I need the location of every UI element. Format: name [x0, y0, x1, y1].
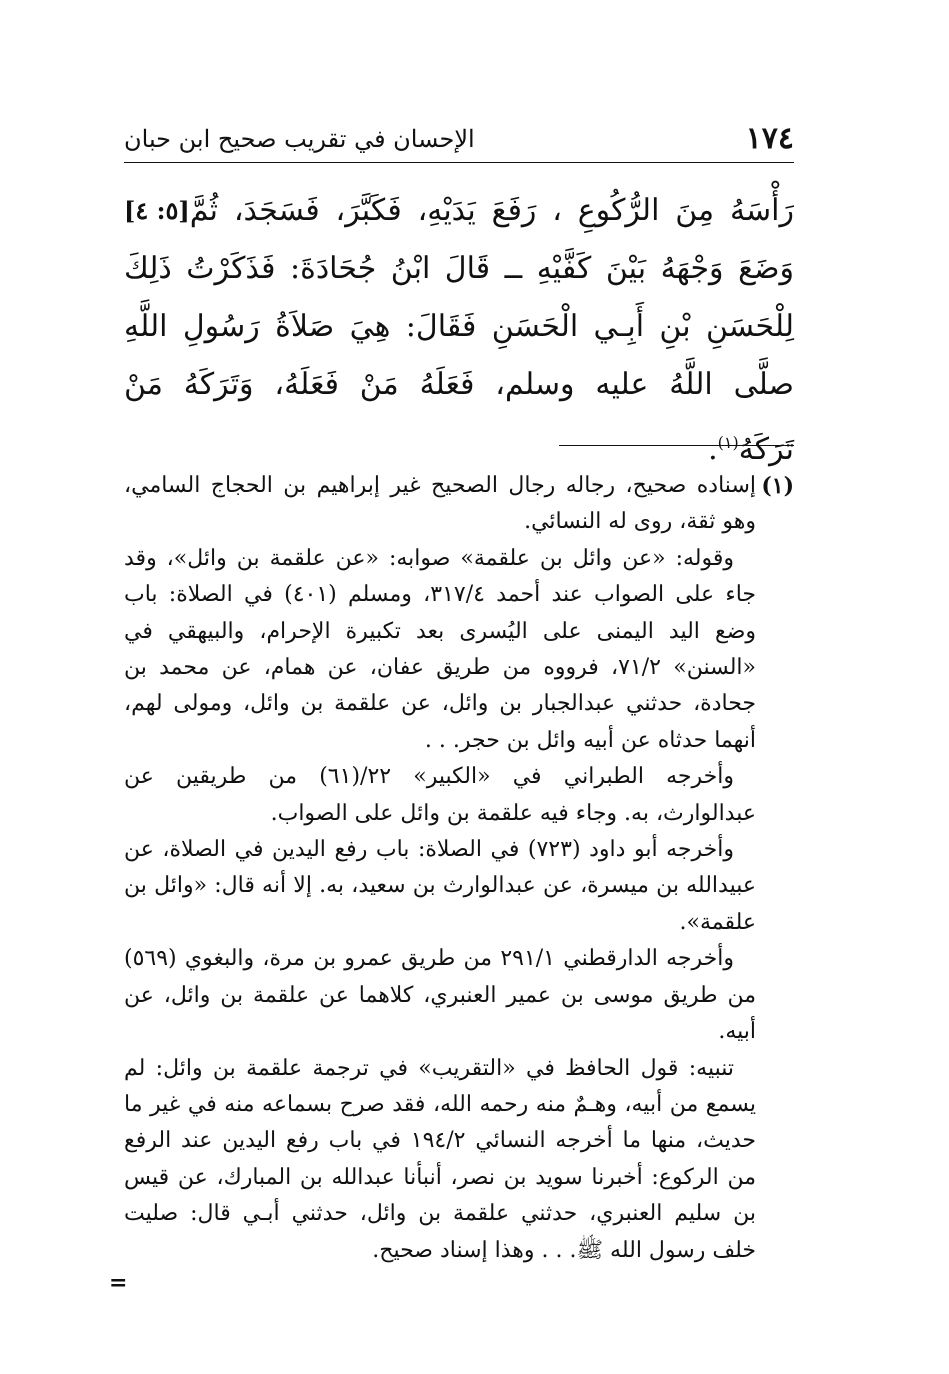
footnote-paragraph: وأخرجه أبو داود (٧٢٣) في الصلاة: باب رفع اليدين في الصلاة، عن عبيدالله بن ميسرة، عن عبدالوارث بن سعيد، به. إلا أنه قال: «وائل بن علقمة». [124, 837, 756, 935]
footnote-paragraph: وأخرجه الدارقطني ٢٩١/١ من طريق عمرو بن مرة، والبغوي (٥٦٩) من طريق موسى بن عمير العنبري، كلاهما عن علقمة بن وائل، عن أبيه. [124, 946, 756, 1045]
running-header [124, 118, 794, 158]
header-rule [124, 162, 794, 163]
page-number: ١٧٤ [745, 121, 794, 156]
running-title: الإحسان في تقريب صحيح ابن حبان [124, 125, 475, 153]
hadith-text [124, 182, 794, 479]
footnotes [124, 468, 794, 1269]
footnote-marker: (١) [717, 433, 739, 452]
footnote-paragraph [124, 468, 794, 541]
footnote-paragraph: وقوله: «عن وائل بن علقمة» صوابه: «عن علقمة بن وائل»، وقد جاء على الصواب عند أحمد ٣١٧/٤، ومسلم (٤٠١) في الصلاة: باب وضع اليد اليمنى على اليُسرى بعد تكبيرة الإحرام، والبيهقي في «السنن» ٧١/٢، فرووه من طريق عفان، عن همام، عن محمد بن جحادة، حدثني عبدالجبار بن وائل، عن علقمة بن وائل، ومولى لهم، أنهما حدثاه عن أبيه وائل بن حجر. . . [124, 545, 756, 753]
footnote-paragraph: وأخرجه الطبراني في «الكبير» ٢٢/(٦١) من طريقين عن عبدالوارث، به. وجاء فيه علقمة بن وائل على الصواب. [124, 764, 756, 826]
footnote-text: إسناده صحيح، رجاله رجال الصحيح غير إبراهيم بن الحجاج السامي، وهو ثقة، روى له النسائي. [124, 473, 756, 535]
footnote-rule [559, 445, 794, 446]
footnote-number: (١) [761, 473, 794, 499]
footnote-paragraph: تنبيه: قول الحافظ في «التقريب» في ترجمة علقمة بن وائل: لم يسمع من أبيه، وهـمٌ منه رحمه الله، فقد صرح بسماعه منه في غير ما حديث، منها ما أخرجه النسائي ١٩٤/٢ في باب رفع اليدين عند الرفع من الركوع: أخبرنا سويد بن نصر، أنبأنا عبدالله بن المبارك، عن قيس بن سليم العنبري، حدثني علقمة بن وائل، حدثني أبـي قال: صليت خلف رسول الله ﷺ. . . وهذا إسناد صحيح. [124, 1055, 756, 1263]
hadith-reference: [٥: ٤] [124, 196, 190, 225]
hadith-end-punct: . [708, 432, 718, 467]
hadith-body: رَأْسَهُ مِنَ الرُّكُوعِ ، رَفَعَ يَدَيْهِ، فَكَبَّرَ، فَسَجَدَ، ثُمَّ وَضَعَ وَجْهَهُ بَيْنَ كَفَّيْهِ ــ قَالَ ابْنُ جُحَادَةَ: فَذَكَرْتُ ذَلِكَ لِلْحَسَنِ بْنِ أَبِـي الْحَسَنِ فَقَالَ: هِيَ صَلاَةُ رَسُولِ اللَّهِ صلَّى اللَّهُ عليه وسلم، فَعَلَهُ مَنْ فَعَلَهُ، وَتَرَكَهُ مَنْ تَرَكَهُ [124, 193, 794, 467]
continuation-mark: = [109, 1270, 128, 1296]
